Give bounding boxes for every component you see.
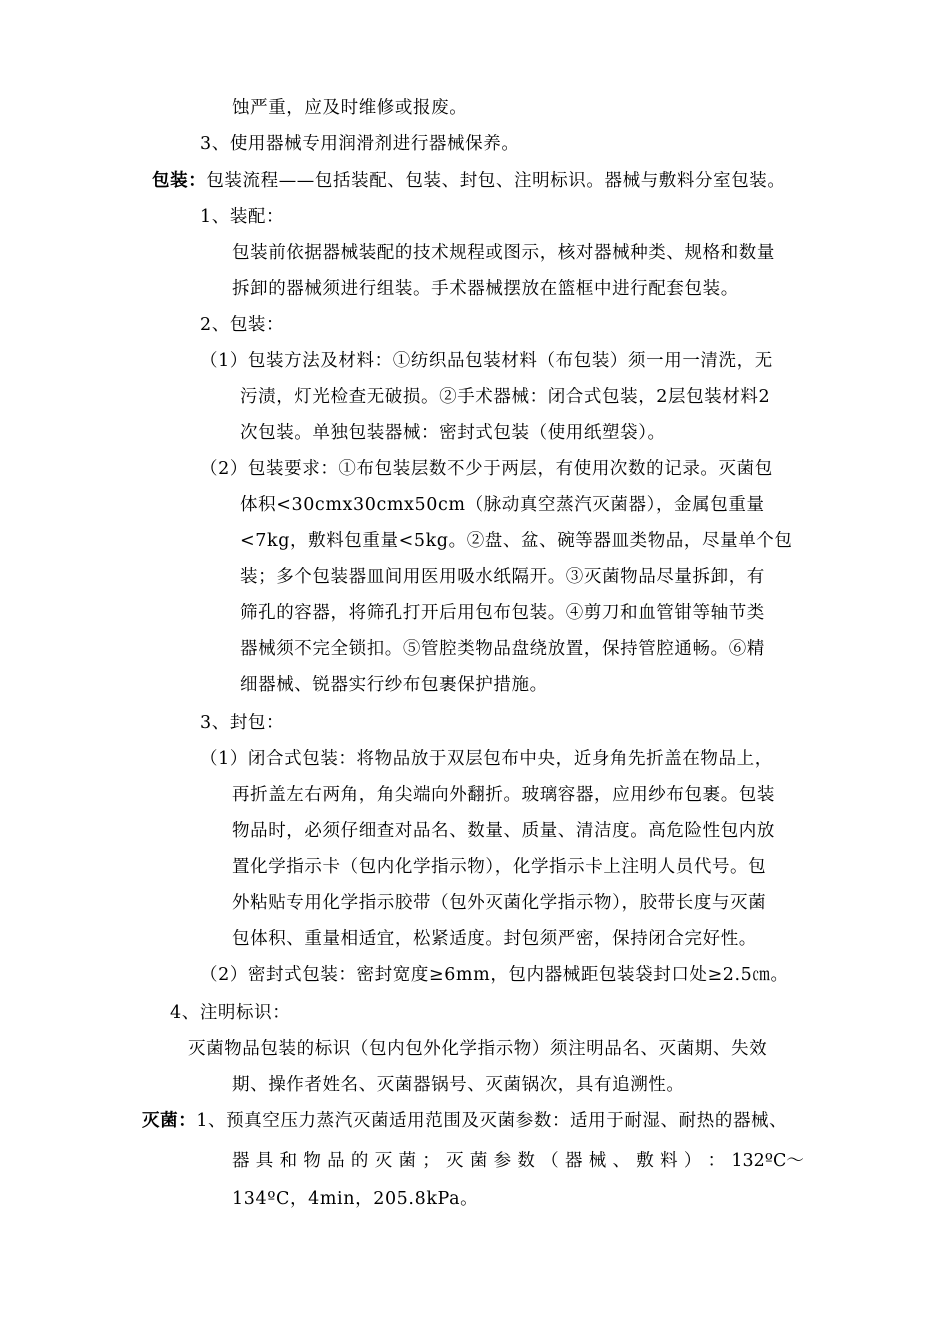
text-segment: 灭 (446, 1151, 464, 1171)
text-line: （1）包装方法及材料：①纺织品包装材料（布包装）须一用一清洗，无 (200, 351, 773, 371)
text-line: 再折盖左右两角，角尖端向外翻折。玻璃容器，应用纱布包裹。包装 (232, 785, 775, 805)
text-line: 包体积、重量相适宜，松紧适度。封包须严密，保持闭合完好性。 (232, 929, 757, 949)
text-segment: ： (707, 1151, 726, 1171)
text-line: 外粘贴专用化学指示胶带（包外灭菌化学指示物），胶带长度与灭菌 (232, 893, 767, 913)
section-heading-packaging: 包装： (152, 171, 207, 191)
text-line: 次包装。单独包装器械：密封式包装（使用纸塑袋）。 (240, 423, 666, 443)
text-line: <7kg，敷料包重量<5kg。②盘、盆、碗等器皿类物品，尽量单个包 (240, 531, 793, 551)
text-line: 细器械、锐器实行纱布包裹保护措施。 (240, 675, 548, 695)
text-segment: 参 (493, 1151, 512, 1171)
text-segment: 品 (327, 1151, 345, 1171)
text-segment: ； (422, 1151, 440, 1171)
text-line: 筛孔的容器，将筛孔打开后用包布包装。④剪刀和血管钳等轴节类 (240, 603, 765, 623)
section-heading-sterilization: 灭菌： (142, 1111, 197, 1131)
text-segment: 械 (588, 1151, 607, 1171)
text-line: （1）闭合式包装：将物品放于双层包布中央，近身角先折盖在物品上， (200, 749, 773, 769)
subheading-labeling: 4、注明标识： (170, 1003, 291, 1023)
subheading-sealing: 3、封包： (200, 713, 285, 733)
text-line: 蚀严重，应及时维修或报废。 (232, 98, 468, 118)
text-segment: 菌 (469, 1151, 488, 1171)
text-line: （2）包装要求：①布包装层数不少于两层，有使用次数的记录。灭菌包 (200, 459, 773, 479)
text-segment: 器 (564, 1151, 583, 1171)
text-segment: 菌 (398, 1151, 416, 1171)
text-segment: 器 (232, 1151, 250, 1171)
text-line: 1、预真空压力蒸汽灭菌适用范围及灭菌参数：适用于耐湿、耐热的器械、 (196, 1111, 788, 1131)
section-sterilization (142, 1110, 787, 1132)
justified-text-line (232, 1150, 804, 1172)
section-packaging (152, 170, 786, 192)
text-segment: 敷 (636, 1151, 654, 1171)
text-line: 装；多个包装器皿间用医用吸水纸隔开。③灭菌物品尽量拆卸，有 (240, 567, 765, 587)
text-segment: （ (541, 1151, 559, 1171)
text-segment: 数 (517, 1151, 535, 1171)
text-line: 置化学指示卡（包内化学指示物），化学指示卡上注明人员代号。包 (232, 857, 767, 877)
text-line: 污渍，灯光检查无破损。②手术器械：闭合式包装，2层包装材料2 (240, 387, 771, 407)
text-segment: 具 (255, 1151, 274, 1171)
text-segment: 料 (660, 1151, 678, 1171)
text-line: （2）密封式包装：密封宽度≥6mm，包内器械距包装袋封口处≥2.5㎝。 (200, 965, 789, 985)
text-line: 拆卸的器械须进行组装。手术器械摆放在篮框中进行配套包装。 (232, 279, 739, 299)
text-segment: ） (683, 1151, 702, 1171)
subheading-packaging: 2、包装： (200, 315, 285, 335)
text-line: 3、使用器械专用润滑剂进行器械保养。 (200, 134, 520, 154)
text-segment: 、 (612, 1151, 630, 1171)
text-segment: 物 (303, 1151, 321, 1171)
text-line: 134ºC，4min，205.8kPa。 (232, 1189, 479, 1209)
text-segment: 灭 (374, 1151, 393, 1171)
text-line: 期、操作者姓名、灭菌器锅号、灭菌锅次，具有追溯性。 (232, 1075, 685, 1095)
text-line: 包装流程——包括装配、包装、封包、注明标识。器械与敷料分室包装。 (206, 171, 786, 191)
text-segment: 和 (279, 1151, 298, 1171)
text-line: 包装前依据器械装配的技术规程或图示，核对器械种类、规格和数量 (232, 243, 775, 263)
text-segment: 132ºC～ (731, 1151, 804, 1171)
text-line: 体积<30cmx30cmx50cm（脉动真空蒸汽灭菌器），金属包重量 (240, 495, 765, 515)
text-line: 物品时，必须仔细查对品名、数量、质量、清洁度。高危险性包内放 (232, 821, 775, 841)
subheading-assembly: 1、装配： (200, 207, 285, 227)
text-line: 灭菌物品包装的标识（包内包外化学指示物）须注明品名、灭菌期、失效 (188, 1039, 768, 1059)
text-segment: 的 (350, 1151, 369, 1171)
text-line: 器械须不完全锁扣。⑤管腔类物品盘绕放置，保持管腔通畅。⑥精 (240, 639, 765, 659)
